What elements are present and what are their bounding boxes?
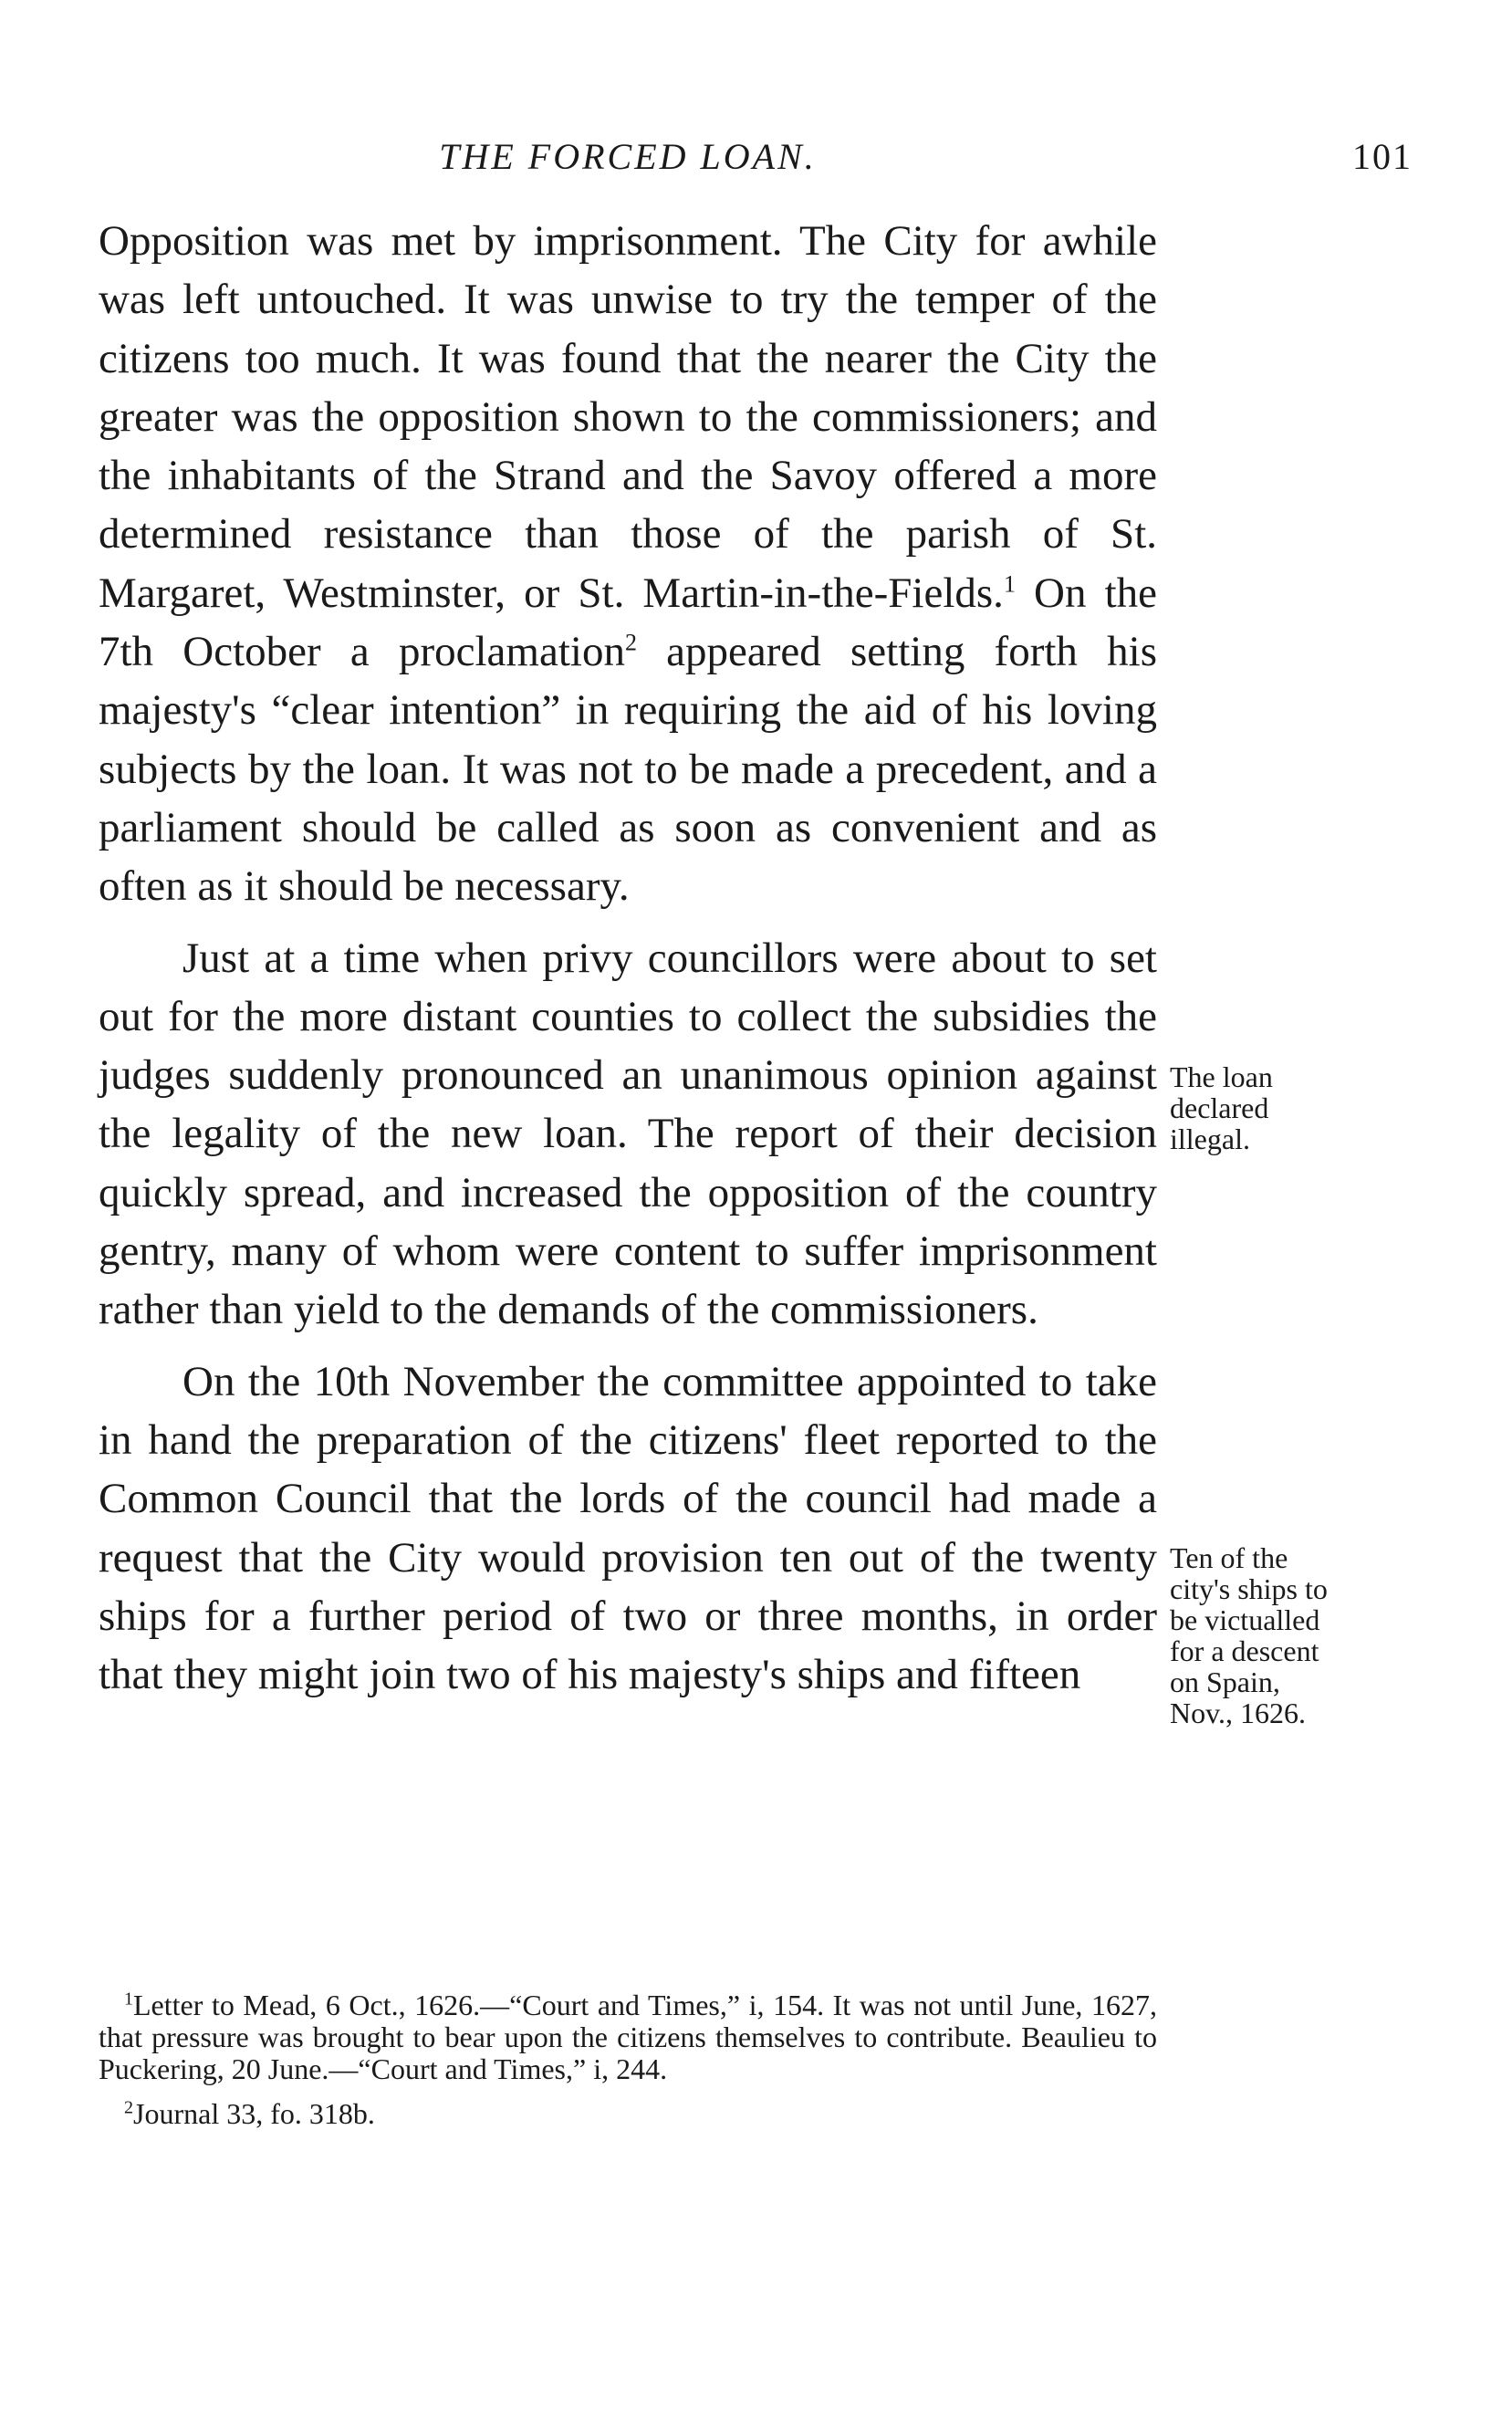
page-number: 101: [1352, 136, 1413, 177]
footnote-ref-2[interactable]: 2: [624, 629, 637, 656]
footnotes: [99, 1989, 1157, 2130]
marginal-note-ships-victualled: [1170, 1542, 1416, 1728]
marginal-note-line: Ten of the: [1170, 1541, 1288, 1574]
marginal-note-line: on Spain,: [1170, 1665, 1280, 1698]
paragraph-opposition: [99, 212, 1157, 916]
paragraph-text: appeared setting forth his majesty's “clear intention” in requiring the aid of his loving subjects by the loan. It was not to be made a precedent, and a parliament should be called as soon as convenient and as often as it should be necessary.: [99, 628, 1157, 911]
footnote-ref-1[interactable]: 1: [1003, 570, 1016, 598]
footnote-mark: 2: [124, 2097, 133, 2118]
footnote-text: Journal 33, fo. 318b.: [133, 2097, 375, 2130]
paragraph-loan-illegal: Just at a time when privy councillors were about to set out for the more distant counties to collect the subsidies the judges suddenly pronounced an unanimous opinion against the legality of the new loan. The report of their decision quickly spread, and increased the opposition of the country gentry, many of whom were content to suffer imprisonment rather than yield to the demands of the commissioners.: [99, 934, 1157, 1334]
marginal-note-line: for a descent: [1170, 1634, 1319, 1667]
paragraph-text: Opposition was met by imprisonment. The City for awhile was left untouched. It was unwise to try the temper of the citizens too much. It was found that the nearer the City the greater was the opposition shown to the commissioners; and the inhabitants of the Strand and the Savoy offered a more determined resistance than those of the parish of St. Margaret, Westminster, or St. Martin-in-the-Fields.: [99, 217, 1157, 617]
marginal-note-line: city's ships to: [1170, 1572, 1328, 1605]
marginal-note-line: illegal.: [1170, 1122, 1250, 1155]
running-title: THE FORCED LOAN.: [439, 136, 817, 177]
footnote-text: Letter to Mead, 6 Oct., 1626.—“Court and Times,” i, 154. It was not until June, 1627, that pressure was brought to bear upon the citizens themselves to contribute. Beaulieu to Puckering, 20 June.—“Court and Times,” i, 244.: [99, 1989, 1157, 2085]
marginal-note-line: be victualled: [1170, 1603, 1320, 1636]
paragraph-citizens-fleet: On the 10th November the committee appointed to take in hand the preparation of the citizens' fleet reported to the Common Council that the lords of the council had made a request that the City would provision ten out of the twenty ships for a further period of two or three months, in order that they might join two of his majesty's ships and fifteen: [99, 1357, 1157, 1699]
marginal-note-loan-illegal: [1170, 1061, 1416, 1154]
body-text: [99, 212, 1157, 1704]
marginal-note-line: Nov., 1626.: [1170, 1697, 1307, 1729]
footnote-2: [99, 2098, 1157, 2130]
marginal-note-line: declared: [1170, 1091, 1269, 1124]
marginal-note-line: The loan: [1170, 1060, 1273, 1093]
paragraph-text: On the 7th October a proclamation: [99, 569, 1157, 676]
footnote-mark: 1: [124, 1989, 133, 2010]
footnote-1: [99, 1989, 1157, 2085]
page-header: [99, 135, 1413, 199]
